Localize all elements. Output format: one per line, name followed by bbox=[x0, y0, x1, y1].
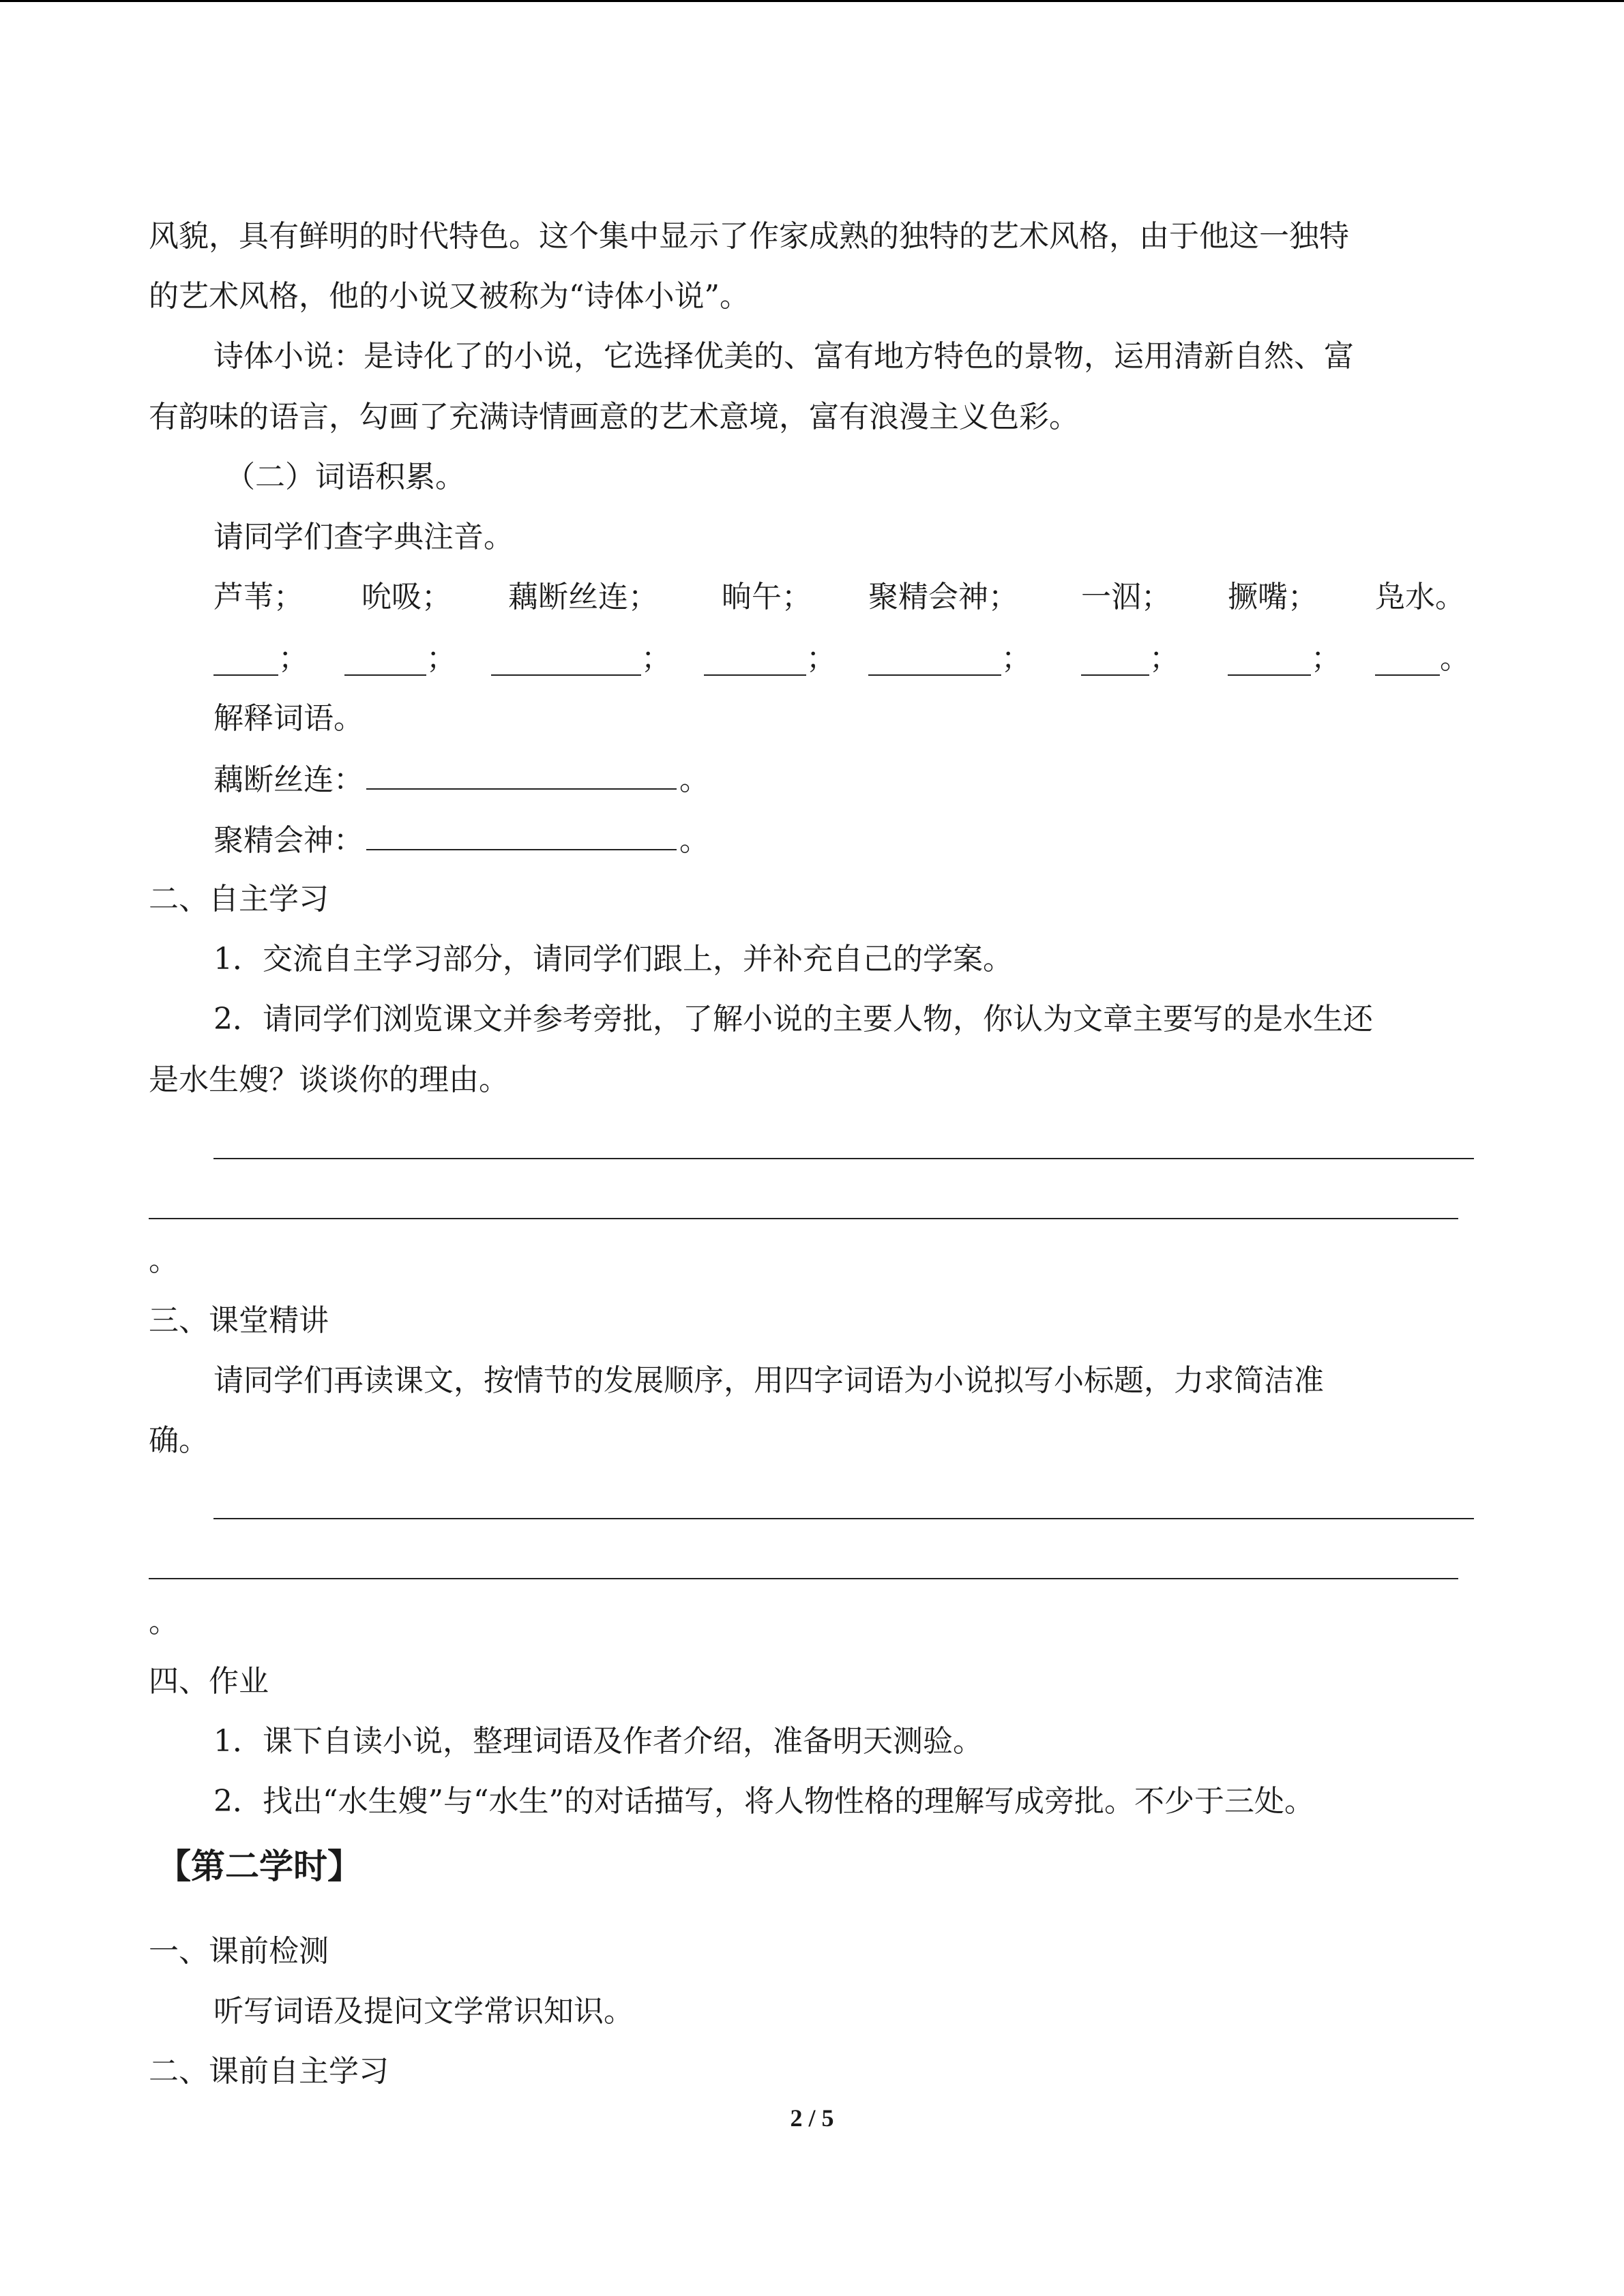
paragraph-line: 的艺术风格，他的小说又被称为“诗体小说”。 bbox=[149, 279, 750, 314]
definition-term: 聚精会神： bbox=[213, 823, 364, 858]
answer-line[interactable] bbox=[149, 1218, 1458, 1219]
blank-punct: ； bbox=[1001, 641, 1031, 676]
pinyin-blank[interactable] bbox=[213, 674, 278, 676]
page-number: 2 / 5 bbox=[790, 2104, 834, 2132]
answer-end: 。 bbox=[149, 1243, 179, 1278]
vocab-heading: （二）词语积累。 bbox=[225, 460, 465, 494]
blank-punct: ； bbox=[1311, 641, 1341, 676]
definition-end: 。 bbox=[679, 823, 709, 858]
vocab-word: 藕断丝连； bbox=[508, 580, 658, 614]
paragraph-line: 风貌，具有鲜明的时代特色。这个集中显示了作家成熟的独特的艺术风格，由于他这一独特 bbox=[149, 219, 1349, 254]
definition-blank[interactable] bbox=[366, 758, 677, 790]
answer-line[interactable] bbox=[213, 1158, 1474, 1159]
paragraph-line: 有韵味的语言，勾画了充满诗情画意的艺术意境，富有浪漫主义色彩。 bbox=[149, 400, 1079, 434]
section-title: 一、课前检测 bbox=[149, 1934, 329, 1969]
blank-punct: ； bbox=[1149, 641, 1179, 676]
paragraph-line: 确。 bbox=[149, 1423, 209, 1458]
section-title: 二、课前自主学习 bbox=[149, 2054, 389, 2089]
answer-line[interactable] bbox=[213, 1518, 1474, 1519]
definition-row bbox=[213, 819, 709, 861]
pinyin-blank[interactable] bbox=[1375, 674, 1440, 676]
definition-end: 。 bbox=[679, 762, 709, 797]
pinyin-blank[interactable] bbox=[704, 674, 806, 676]
paragraph-line: 请同学们再读课文，按情节的发展顺序，用四字词语为小说拟写小标题，力求简洁准 bbox=[213, 1363, 1324, 1398]
vocab-word: 芦苇； bbox=[213, 580, 304, 614]
blank-punct: ； bbox=[426, 641, 456, 676]
section-title: 二、自主学习 bbox=[149, 882, 329, 916]
vocab-word: 撅嘴； bbox=[1228, 580, 1318, 614]
vocab-word: 晌午； bbox=[722, 580, 812, 614]
list-item: 2．找出“水生嫂”与“水生”的对话描写，将人物性格的理解写成旁批。不少于三处。 bbox=[213, 1784, 1314, 1819]
vocab-word: 一泅； bbox=[1081, 580, 1171, 614]
list-item: 1．课下自读小说，整理词语及作者介绍，准备明天测验。 bbox=[213, 1724, 983, 1759]
list-item: 1．交流自主学习部分，请同学们跟上，并补充自己的学案。 bbox=[213, 942, 1013, 976]
pinyin-blank[interactable] bbox=[1081, 674, 1149, 676]
list-item: 是水生嫂？谈谈你的理由。 bbox=[149, 1062, 509, 1097]
blank-punct: 。 bbox=[1440, 641, 1470, 676]
pinyin-prompt: 请同学们查字典注音。 bbox=[213, 520, 514, 554]
blank-punct: ； bbox=[806, 641, 836, 676]
blank-punct: ； bbox=[278, 641, 308, 676]
pinyin-blank[interactable] bbox=[344, 674, 426, 676]
definition-blank[interactable] bbox=[366, 819, 677, 850]
pinyin-blank[interactable] bbox=[491, 674, 641, 676]
vocab-word: 吮吸； bbox=[361, 580, 452, 614]
paragraph-line: 听写词语及提问文学常识知识。 bbox=[213, 1994, 634, 2029]
pinyin-blank[interactable] bbox=[868, 674, 1001, 676]
vocab-word: 聚精会神； bbox=[868, 580, 1018, 614]
paragraph-line: 诗体小说：是诗化了的小说，它选择优美的、富有地方特色的景物，运用清新自然、富 bbox=[213, 339, 1354, 374]
definition-row bbox=[213, 758, 709, 801]
explain-heading: 解释词语。 bbox=[213, 701, 364, 736]
answer-line[interactable] bbox=[149, 1578, 1458, 1579]
section-title: 四、作业 bbox=[149, 1664, 269, 1699]
period-title: 【第二学时】 bbox=[157, 1846, 361, 1886]
pinyin-blank[interactable] bbox=[1228, 674, 1311, 676]
list-item: 2．请同学们浏览课文并参考旁批，了解小说的主要人物，你认为文章主要写的是水生还 bbox=[213, 1002, 1373, 1037]
answer-end: 。 bbox=[149, 1605, 179, 1639]
blank-punct: ； bbox=[641, 641, 671, 676]
definition-term: 藕断丝连： bbox=[213, 762, 364, 797]
section-title: 三、课堂精讲 bbox=[149, 1303, 329, 1338]
vocab-word: 凫水。 bbox=[1375, 580, 1465, 614]
